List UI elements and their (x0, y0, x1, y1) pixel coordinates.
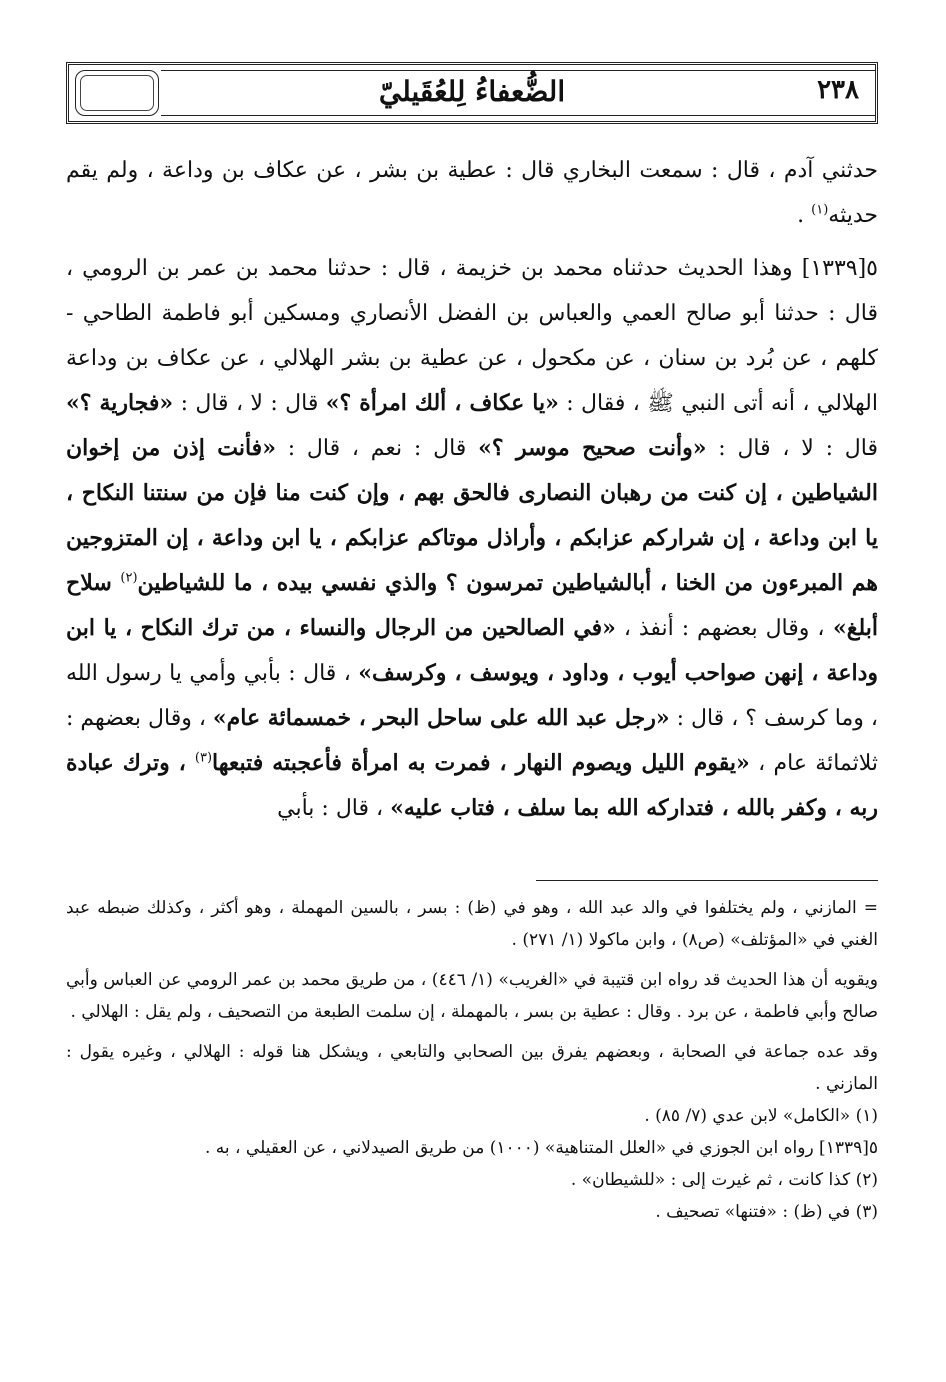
header-rule-top (161, 70, 875, 71)
quote: «وأنت صحيح موسر ؟» (478, 435, 707, 461)
quote: سلاح أبلغ» (66, 570, 878, 641)
quote: «رجل عبد الله على ساحل البحر ، خمسمائة عام» (212, 705, 670, 731)
footnote: ويقويه أن هذا الحديث قد رواه ابن قتيبة في «الغريب» (١/ ٤٤٦) ، من طريق محمد بن عمر الرومي عن العباس وأبي صالح وأبي فاطمة ، عن برد . وقال : عطية بن بسر ، بالمهملة ، إن سلمت الطبعة من التصحيف ، ولم يقل : الهلالي . (66, 970, 879, 1022)
quote: «فجارية ؟» (66, 390, 174, 416)
running-title: الضُّعفاءُ لِلعُقَيليّ (378, 75, 566, 108)
footnote-ref: (٢) (120, 570, 138, 586)
page-header (66, 62, 878, 124)
footnote: (١) «الكامل» لابن عدي (٧/ ٨٥) . (644, 1106, 878, 1126)
text-run: ، وقال بعضهم : ثلاثمائة عام ، (66, 706, 879, 776)
hadith-number: ٥[١٣٣٩] (801, 256, 878, 281)
text-run: قال : نعم ، قال : (275, 436, 479, 461)
text-run: ، قال : بأبي وأمي يا رسول الله ، وما كرسف ؟ ، قال : (66, 661, 878, 731)
text-run: قال : لا ، قال : (173, 391, 326, 416)
text-run: وهذا الحديث حدثناه محمد بن خزيمة ، قال : حدثنا محمد بن عمر بن الرومي ، قال : حدثنا أبو صالح العمي والعباس بن الفضل الأنصاري ومسكين أبو فاطمة الطاحي - كلهم ، عن بُرد بن سنان ، عن مكحول ، عن عطية بن بشر الهلالي ، عن عكاف بن وداعة الهلالي ، أنه أتى النبي ﷺ ، فقال : (66, 256, 878, 416)
footnote: (٢) كذا كانت ، ثم غيرت إلى : «للشيطان» . (570, 1170, 878, 1190)
hadith-paragraph (66, 246, 878, 831)
footnote-ref: (٣) (194, 750, 213, 766)
footnote-ref: (١) (811, 202, 829, 218)
quote: «فأنت إذن من إخوان الشياطين ، إن كنت من رهبان النصارى فالحق بهم ، وإن كنت منا فإن من سنتنا النكاح ، يا ابن وداعة ، إن شراركم عزابكم ، وأراذل موتاكم عزابكم ، يا ابن وداعة ، إن المتزوجين هم المبرءون من الخنا ، أبالشياطين تمرسون ؟ والذي نفسي بيده ، ما للشياطين (66, 435, 879, 596)
header-rule-bottom (161, 115, 875, 116)
footnote: (٣) في (ظ) : «فتنها» تصحيف . (655, 1202, 878, 1222)
text-run: ، قال : بأبي (277, 796, 391, 821)
footnotes (66, 892, 878, 1228)
paragraph (66, 148, 878, 238)
text-run: . (797, 203, 812, 228)
quote: «يقوم الليل ويصوم النهار ، فمرت به امرأة فأعجبته فتبعها (212, 750, 750, 776)
footnote-separator (536, 880, 878, 881)
footnote: ٥[١٣٣٩] رواه ابن الجوزي في «العلل المتناهية» (١٠٠٠) من طريق الصيدلاني ، عن العقيلي ، به . (204, 1138, 878, 1158)
text-run: قال : لا ، قال : (706, 436, 878, 461)
page-number: ٢٣٨ (817, 75, 859, 105)
quote: «في الصالحين من الرجال والنساء ، من ترك النكاح ، يا ابن وداعة ، إنهن صواحب أيوب ، وداود ، ويوسف ، وكرسف» (66, 615, 878, 686)
text-run: حدثني آدم ، قال : سمعت البخاري قال : عطية بن بشر ، عن عكاف بن وداعة ، ولم يقم حديثه (66, 158, 878, 228)
quote: «يا عكاف ، ألك امرأة ؟» (325, 390, 559, 416)
text-run: ، وقال بعضهم : أنفذ ، (615, 616, 825, 641)
quote: ، وترك عبادة ربه ، وكفر بالله ، فتداركه الله بما سلف ، فتاب عليه» (66, 750, 878, 821)
footnote: = المازني ، ولم يختلفوا في والد عبد الله ، وهو في (ظ) : بسر ، بالسين المهملة ، وهو أكثر ، وكذلك ضبطه عبد الغني في «المؤتلف» (ص٨) ، وابن ماكولا (١/ ٢٧١) . (66, 898, 878, 950)
main-text (66, 148, 878, 831)
footnote: وقد عده جماعة في الصحابة ، وبعضهم يفرق بين الصحابي والتابعي ، ويشكل هنا قوله : الهلالي ، وغيره يقول : المازني . (66, 1042, 878, 1094)
